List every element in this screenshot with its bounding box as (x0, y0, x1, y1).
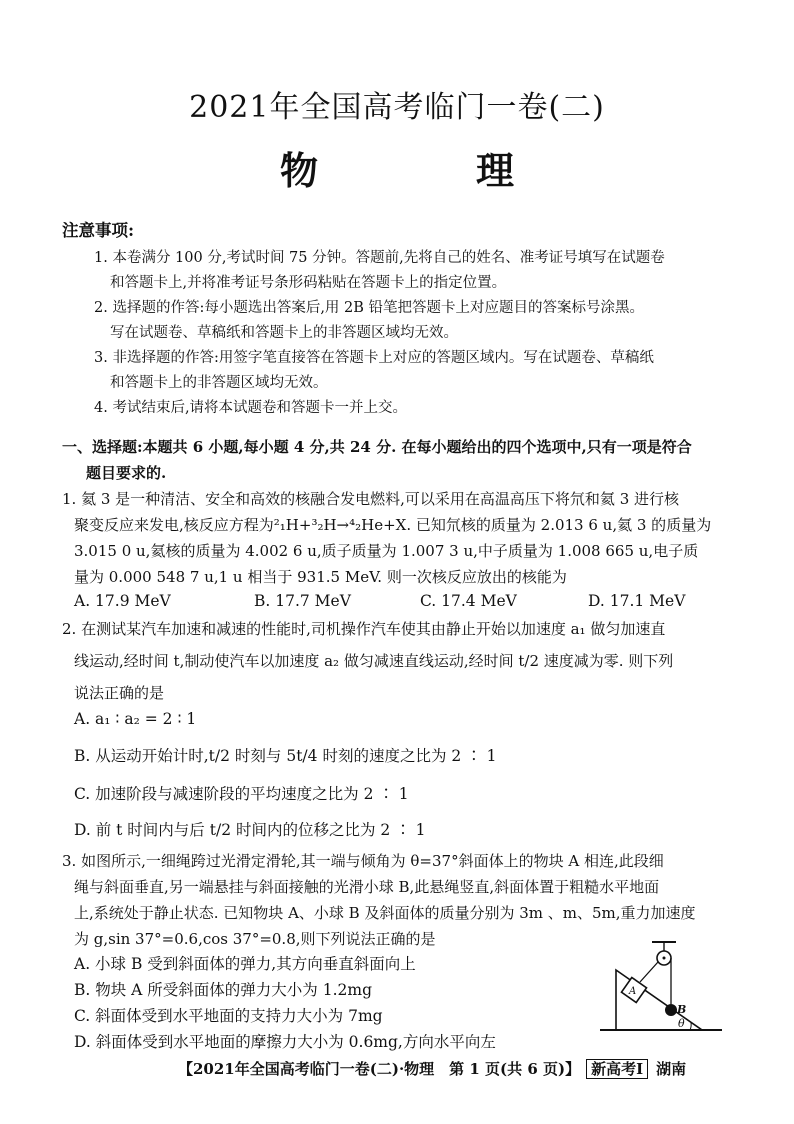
section-heading-cont: 题目要求的. (86, 464, 167, 482)
notice-line: 2. 选择题的作答:每小题选出答案后,用 2B 铅笔把答题卡上对应题目的答案标号涂黑。 (94, 300, 645, 316)
rope-a (640, 962, 658, 982)
exam-title: 2021年全国高考临门一卷(二) (189, 90, 605, 125)
q2-line: 线运动,经时间 t,制动使汽车以加速度 a₂ 做匀减速直线运动,经时间 t/2 速度减为零. 则下列 (74, 652, 674, 670)
label-a: A (629, 986, 637, 997)
q1-line: 聚变反应来发电,核反应方程为²₁H+³₂H→⁴₂He+X. 已知氘核的质量为 2.013 6 u,氦 3 的质量为 (74, 516, 712, 534)
q1-option-c: C. 17.4 MeV (420, 592, 517, 610)
notice-heading: 注意事项: (62, 221, 135, 240)
footer-badge: 新高考Ⅰ (586, 1059, 648, 1079)
ball-b (665, 1004, 677, 1016)
notice-line: 和答题卡上,并将准考证号条形码粘贴在答题卡上的指定位置。 (110, 275, 507, 291)
q3-line: 为 g,sin 37°=0.6,cos 37°=0.8,则下列说法正确的是 (74, 930, 436, 948)
q1-line: 1. 氦 3 是一种清洁、安全和高效的核融合发电燃料,可以采用在高温高压下将氘和氦 3 进行核 (62, 490, 680, 508)
notice-line: 和答题卡上的非答题区域均无效。 (110, 375, 328, 391)
q3-line: 3. 如图所示,一细绳跨过光滑定滑轮,其一端与倾角为 θ=37°斜面体上的物块 A 相连,此段细 (62, 852, 664, 870)
notice-line: 1. 本卷满分 100 分,考试时间 75 分钟。答题前,先将自己的姓名、准考证号填写在试题卷 (94, 250, 665, 266)
q1-option-b: B. 17.7 MeV (254, 592, 351, 610)
q1-option-d: D. 17.1 MeV (588, 592, 686, 610)
incline-pulley-figure (598, 938, 724, 1038)
notice-line: 写在试题卷、草稿纸和答题卡上的非答题区域均无效。 (110, 325, 458, 341)
q2-option-a: A. a₁ ∶ a₂ = 2 ∶ 1 (74, 710, 197, 728)
page-footer (178, 1058, 686, 1079)
notice-line: 4. 考试结束后,请将本试题卷和答题卡一并上交。 (94, 400, 408, 416)
q3-line: 绳与斜面垂直,另一端悬挂与斜面接触的光滑小球 B,此悬绳竖直,斜面体置于粗糙水平地面 (74, 878, 660, 896)
q3-option-b: B. 物块 A 所受斜面体的弹力大小为 1.2mg (74, 981, 372, 999)
q1-option-a: A. 17.9 MeV (74, 592, 171, 610)
q3-option-d: D. 斜面体受到水平地面的摩擦力大小为 0.6mg,方向水平向左 (74, 1033, 496, 1051)
q2-line: 说法正确的是 (74, 684, 165, 702)
subject-title: 物 理 (279, 148, 574, 193)
section-heading: 一、选择题:本题共 6 小题,每小题 4 分,共 24 分. 在每小题给出的四个选项中,只有一项是符合 (62, 438, 692, 456)
footer-region: 湖南 (656, 1060, 687, 1078)
q2-option-b: B. 从运动开始计时,t/2 时刻与 5t/4 时刻的速度之比为 2 ∶ 1 (74, 747, 497, 765)
notice-line: 3. 非选择题的作答:用签字笔直接答在答题卡上对应的答题区域内。写在试题卷、草稿纸 (94, 350, 654, 366)
q1-line: 量为 0.000 548 7 u,1 u 相当于 931.5 MeV. 则一次核反应放出的核能为 (74, 568, 567, 586)
label-b: B (677, 1003, 687, 1016)
label-theta: θ (678, 1017, 685, 1030)
incline-body (616, 970, 702, 1030)
angle-arc (690, 1023, 691, 1030)
q2-option-c: C. 加速阶段与减速阶段的平均速度之比为 2 ∶ 1 (74, 785, 409, 803)
footer-text: 【2021年全国高考临门一卷(二)·物理 第 1 页(共 6 页)】 (178, 1060, 581, 1078)
q1-line: 3.015 0 u,氦核的质量为 4.002 6 u,质子质量为 1.007 3 u,中子质量为 1.008 665 u,电子质 (74, 542, 699, 560)
q2-option-d: D. 前 t 时间内与后 t/2 时间内的位移之比为 2 ∶ 1 (74, 821, 426, 839)
q2-line: 2. 在测试某汽车加速和减速的性能时,司机操作汽车使其由静止开始以加速度 a₁ 做匀加速直 (62, 620, 666, 638)
q3-line: 上,系统处于静止状态. 已知物块 A、小球 B 及斜面体的质量分别为 3m 、m、5m,重力加速度 (74, 904, 696, 922)
q3-option-a: A. 小球 B 受到斜面体的弹力,其方向垂直斜面向上 (74, 955, 416, 973)
q3-option-c: C. 斜面体受到水平地面的支持力大小为 7mg (74, 1007, 383, 1025)
